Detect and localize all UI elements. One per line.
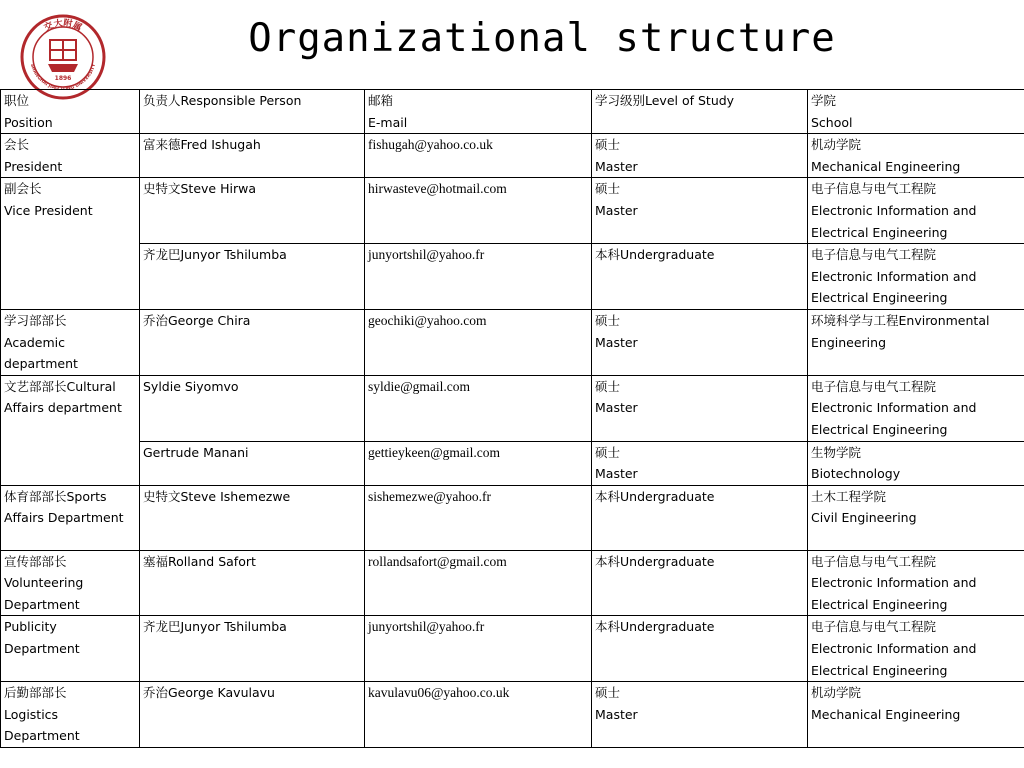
- cell-person-text: 齐龙巴Junyor Tshilumba: [143, 247, 287, 263]
- cell-level: [592, 682, 808, 748]
- organization-table: [0, 89, 1024, 748]
- cell-email: [365, 441, 592, 485]
- cell-email: [365, 682, 592, 748]
- cell-email-text: rollandsafort@gmail.com: [368, 553, 507, 569]
- cell-level: [592, 134, 808, 178]
- cell-level-text: 本科Undergraduate: [595, 553, 715, 569]
- cell-level: [592, 309, 808, 375]
- cell-level-text: 硕士: [595, 685, 621, 701]
- cell-email-text: junyortshil@yahoo.fr: [368, 247, 485, 263]
- cell-position-text: 宣传部部长: [4, 553, 67, 569]
- cell-email: [365, 550, 592, 616]
- table-row: [1, 550, 1024, 616]
- cell-email-text: sishemezwe@yahoo.fr: [368, 488, 492, 504]
- cell-position-text: 副会长: [4, 181, 42, 197]
- cell-person: [140, 309, 365, 375]
- cell-level-text: 本科Undergraduate: [595, 488, 715, 504]
- cell-level: [592, 550, 808, 616]
- logo-top-text: 交大附属: [42, 18, 84, 34]
- table-row: [1, 485, 1024, 550]
- table-row: [1, 309, 1024, 375]
- cell-position-text: 文艺部部长Cultural: [4, 378, 116, 394]
- cell-position-text: President: [4, 158, 63, 174]
- cell-level: [592, 375, 808, 441]
- cell-email-text: geochiki@yahoo.com: [368, 312, 487, 328]
- cell-person: [140, 682, 365, 748]
- cell-position-text: Department: [4, 596, 80, 612]
- header-school-text: 学院: [811, 93, 837, 108]
- cell-level-text: Master: [595, 466, 638, 482]
- cell-level: [592, 244, 808, 310]
- cell-email: [365, 616, 592, 682]
- header-position-text: Position: [4, 114, 53, 130]
- table-row: [1, 178, 1024, 244]
- cell-level: [592, 441, 808, 485]
- cell-school: [808, 616, 1024, 682]
- cell-person-text: 乔治George Kavulavu: [143, 685, 275, 701]
- table-row: [1, 244, 1024, 310]
- header-level-text: 学习级别Level of Study: [595, 93, 735, 108]
- cell-level-text: 本科Undergraduate: [595, 619, 715, 635]
- cell-position-text: Department: [4, 728, 80, 744]
- header-position: [1, 90, 140, 134]
- cell-level-text: Master: [595, 202, 638, 218]
- cell-position-text: Affairs Department: [4, 510, 124, 526]
- cell-email-text: syldie@gmail.com: [368, 378, 471, 394]
- header-level: [592, 90, 808, 134]
- cell-position: [1, 682, 140, 748]
- cell-school-text: Electrical Engineering: [811, 224, 948, 240]
- header-position-text: 职位: [4, 93, 30, 108]
- header-person: [140, 90, 365, 134]
- cell-level-text: 硕士: [595, 137, 621, 153]
- cell-position-text: Vice President: [4, 202, 93, 218]
- cell-school: [808, 441, 1024, 485]
- cell-school-text: Mechanical Engineering: [811, 158, 961, 174]
- cell-email: [365, 244, 592, 310]
- header-email-text: E-mail: [368, 114, 408, 130]
- cell-position: [1, 178, 140, 310]
- cell-position: [1, 134, 140, 178]
- cell-school-text: 电子信息与电气工程院: [811, 247, 937, 263]
- cell-school-text: 电子信息与电气工程院: [811, 181, 937, 197]
- cell-level-text: 本科Undergraduate: [595, 247, 715, 263]
- cell-school-text: 机动学院: [811, 137, 862, 153]
- cell-position: [1, 309, 140, 375]
- cell-email-text: fishugah@yahoo.co.uk: [368, 137, 493, 153]
- cell-level-text: Master: [595, 158, 638, 174]
- cell-email-text: kavulavu06@yahoo.co.uk: [368, 685, 510, 701]
- cell-school-text: Electronic Information and: [811, 575, 977, 591]
- cell-person-text: Syldie Siyomvo: [143, 378, 239, 394]
- cell-level: [592, 178, 808, 244]
- cell-school-text: Civil Engineering: [811, 510, 917, 526]
- cell-person: [140, 616, 365, 682]
- page-title: Organizational structure: [248, 16, 836, 61]
- organization-table-body: [1, 90, 1024, 748]
- cell-position-text: Department: [4, 641, 80, 657]
- cell-person-text: 富来德Fred Ishugah: [143, 137, 261, 153]
- cell-position-text: department: [4, 356, 78, 372]
- cell-position-text: Logistics: [4, 706, 59, 722]
- cell-school: [808, 485, 1024, 550]
- cell-school-text: Electrical Engineering: [811, 421, 948, 437]
- logo-ring-text: SHANGHAI JIAO TONG UNIVERSITY: [28, 63, 98, 93]
- cell-person-text: 史特文Steve Ishemezwe: [143, 488, 291, 504]
- cell-position-text: Affairs department: [4, 400, 122, 416]
- cell-level-text: 硕士: [595, 378, 621, 394]
- table-header-row: [1, 90, 1024, 134]
- cell-school-text: Biotechnology: [811, 466, 901, 482]
- cell-email: [365, 375, 592, 441]
- cell-email: [365, 178, 592, 244]
- cell-school-text: Engineering: [811, 334, 886, 350]
- header-email-text: 邮箱: [368, 93, 394, 108]
- cell-school-text: Electronic Information and: [811, 641, 977, 657]
- cell-school-text: Electrical Engineering: [811, 662, 948, 678]
- cell-school-text: Electrical Engineering: [811, 596, 948, 612]
- cell-person: [140, 485, 365, 550]
- cell-email: [365, 485, 592, 550]
- cell-school-text: Electronic Information and: [811, 400, 977, 416]
- cell-person: [140, 244, 365, 310]
- cell-level-text: Master: [595, 334, 638, 350]
- cell-school: [808, 244, 1024, 310]
- header-email: [365, 90, 592, 134]
- cell-school: [808, 375, 1024, 441]
- cell-position-text: 学习部部长: [4, 312, 67, 328]
- cell-email-text: junyortshil@yahoo.fr: [368, 619, 485, 635]
- cell-position-text: Volunteering: [4, 575, 84, 591]
- cell-school-text: 生物学院: [811, 444, 862, 460]
- cell-level: [592, 485, 808, 550]
- cell-school-text: Electrical Engineering: [811, 290, 948, 306]
- cell-person-text: 史特文Steve Hirwa: [143, 181, 256, 197]
- cell-school-text: 电子信息与电气工程院: [811, 619, 937, 635]
- cell-email: [365, 309, 592, 375]
- cell-position: [1, 485, 140, 550]
- cell-school: [808, 682, 1024, 748]
- cell-position-text: 体育部部长Sports: [4, 488, 107, 504]
- cell-school-text: 环境科学与工程Environmental: [811, 312, 990, 328]
- logo-year: 1896: [54, 75, 72, 82]
- cell-level: [592, 616, 808, 682]
- header-school: [808, 90, 1024, 134]
- cell-position: [1, 616, 140, 682]
- cell-school-text: Electronic Information and: [811, 202, 977, 218]
- table-row: [1, 441, 1024, 485]
- header-school-text: School: [811, 114, 853, 130]
- table-row: [1, 375, 1024, 441]
- cell-email-text: hirwasteve@hotmail.com: [368, 181, 507, 197]
- cell-person-text: 塞福Rolland Safort: [143, 553, 256, 569]
- cell-position-text: 后勤部部长: [4, 685, 67, 701]
- cell-school-text: 机动学院: [811, 685, 862, 701]
- cell-level-text: 硕士: [595, 181, 621, 197]
- cell-level-text: 硕士: [595, 444, 621, 460]
- cell-email: [365, 134, 592, 178]
- cell-school: [808, 550, 1024, 616]
- table-row: [1, 616, 1024, 682]
- cell-level-text: 硕士: [595, 312, 621, 328]
- cell-person: [140, 550, 365, 616]
- cell-email-text: gettieykeen@gmail.com: [368, 444, 501, 460]
- header-person-text: 负责人Responsible Person: [143, 93, 302, 108]
- cell-school: [808, 134, 1024, 178]
- cell-school-text: 电子信息与电气工程院: [811, 553, 937, 569]
- table-row: [1, 134, 1024, 178]
- cell-person: [140, 375, 365, 441]
- cell-person: [140, 441, 365, 485]
- cell-school: [808, 178, 1024, 244]
- cell-school-text: Mechanical Engineering: [811, 706, 961, 722]
- cell-person: [140, 178, 365, 244]
- cell-position-text: Academic: [4, 334, 66, 350]
- cell-person: [140, 134, 365, 178]
- cell-position: [1, 375, 140, 485]
- cell-school-text: Electronic Information and: [811, 268, 977, 284]
- cell-person-text: Gertrude Manani: [143, 444, 249, 460]
- cell-level-text: Master: [595, 706, 638, 722]
- cell-school-text: 土木工程学院: [811, 488, 887, 504]
- cell-level-text: Master: [595, 400, 638, 416]
- cell-position-text: 会长: [4, 137, 30, 153]
- cell-position-text: Publicity: [4, 619, 57, 635]
- cell-position: [1, 550, 140, 616]
- cell-school: [808, 309, 1024, 375]
- cell-person-text: 齐龙巴Junyor Tshilumba: [143, 619, 287, 635]
- table-row: [1, 682, 1024, 748]
- cell-person-text: 乔治George Chira: [143, 312, 251, 328]
- cell-school-text: 电子信息与电气工程院: [811, 378, 937, 394]
